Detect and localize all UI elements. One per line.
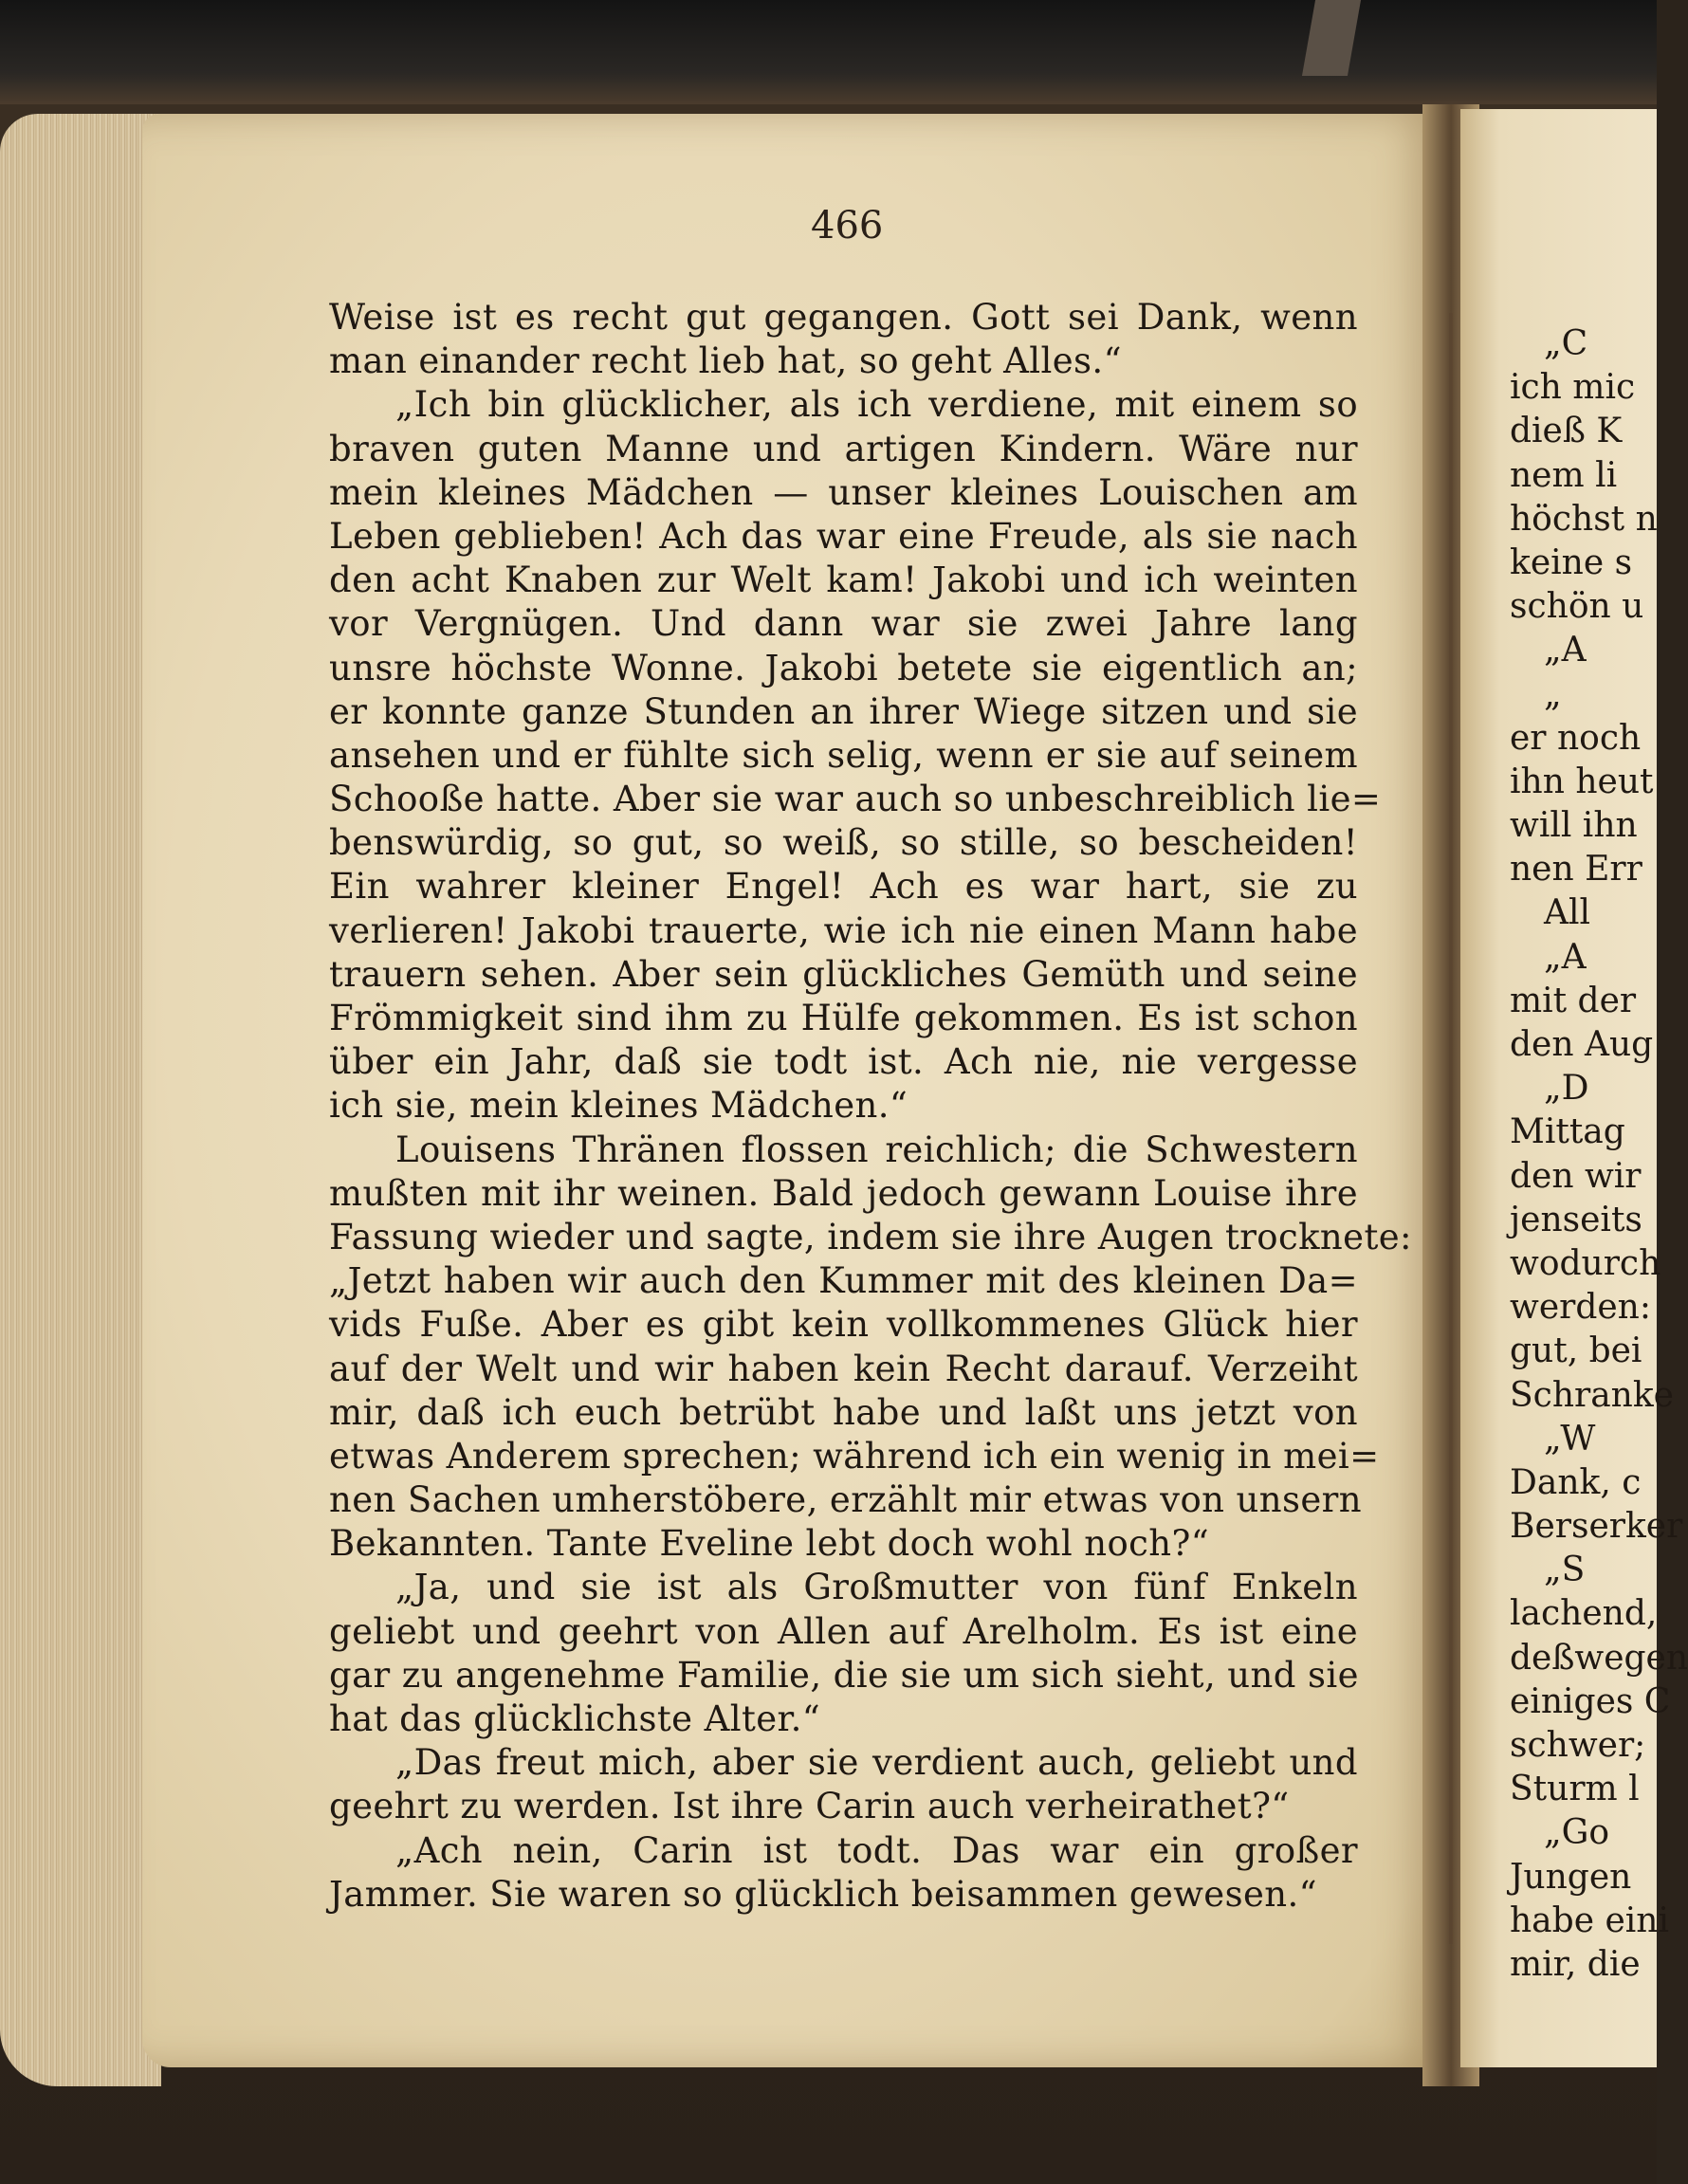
text-line: Bekannten. Tante Eveline lebt doch wohl noch?“ [329,1523,1210,1565]
text-line: auf der Welt und wir haben kein Recht darauf. Verzeiht [329,1348,1358,1389]
text-line: Sturm l [1510,1770,1640,1809]
text-line: „ [1544,674,1562,714]
text-line: All [1544,893,1591,933]
text-line: Frömmigkeit sind ihm zu Hülfe gekommen. Es ist schon [329,998,1358,1038]
text-line: „Go [1544,1813,1610,1853]
text-line: „Ja, und sie ist als Großmutter von fünf Enkeln [395,1567,1358,1608]
text-line: verlieren! Jakobi trauerte, wie ich nie einen Mann habe [329,909,1358,951]
text-line: dieß K [1510,412,1623,451]
text-line: „W [1544,1419,1596,1459]
text-line: höchst n [1510,499,1658,539]
text-line: Louisens Thränen flossen reichlich; die Schwestern [395,1129,1358,1170]
text-line: nen Sachen umherstöbere, erzählt mir etwas von unsern [329,1479,1362,1521]
text-line: Schranke [1510,1375,1674,1415]
text-line: schön u [1510,587,1644,627]
text-line: etwas Anderem sprechen; während ich ein wenig in mei= [329,1435,1380,1477]
text-line: „S [1544,1551,1586,1590]
text-line: keine s [1510,542,1633,582]
text-line: gar zu angenehme Familie, die sie um sich sieht, und sie [329,1654,1359,1696]
text-line: einiges C [1510,1681,1671,1721]
gutter-fold [1449,313,1453,1944]
text-line: ihn heut [1510,762,1654,801]
text-line: „Ich bin glücklicher, als ich verdiene, mit einem so [395,384,1358,426]
text-line: mir, daß ich euch betrübt habe und laßt uns jetzt von [329,1391,1358,1433]
text-line: unsre höchste Wonne. Jakobi betete sie eigentlich an; [329,647,1358,688]
text-line: will ihn [1510,806,1638,846]
text-line: Jungen [1510,1857,1632,1897]
text-line: Leben geblieben! Ach das war eine Freude, als sie nach [329,515,1358,557]
text-line: Fassung wieder und sagte, indem sie ihre Augen trocknete: [329,1216,1412,1257]
text-line: jenseits [1510,1200,1642,1239]
text-line: „Jetzt haben wir auch den Kummer mit des kleinen Da= [329,1260,1358,1302]
text-line: ansehen und er fühlte sich selig, wenn er sie auf seinem [329,734,1358,776]
text-line: ich mic [1510,368,1636,408]
text-line: benswürdig, so gut, so weiß, so stille, so bescheiden! [329,822,1358,864]
text-line: nem li [1510,455,1618,495]
text-line: man einander recht lieb hat, so geht Alles.“ [329,340,1122,382]
text-line: mir, die [1510,1944,1641,1984]
background-top [0,0,1657,104]
text-line: „Ach nein, Carin ist todt. Das war ein großer [395,1829,1358,1871]
text-line: mußten mit ihr weinen. Bald jedoch gewann Louise ihre [329,1172,1358,1214]
text-line: wodurch [1510,1243,1661,1283]
text-line: „A [1544,631,1587,670]
text-line: hat das glücklichste Alter.“ [329,1698,821,1739]
text-line: Mittag [1510,1112,1625,1152]
page-edges [0,114,161,2086]
text-line: er noch [1510,718,1642,758]
text-line: nen Err [1510,850,1642,890]
text-line: habe eini [1510,1900,1669,1940]
text-line: vids Fuße. Aber es gibt kein vollkommenes Glück hier [329,1304,1358,1346]
text-line: den wir [1510,1156,1642,1196]
text-line: vor Vergnügen. Und dann war sie zwei Jahre lang [329,603,1358,645]
text-line: braven guten Manne und artigen Kindern. Wäre nur [329,428,1358,469]
text-line: Ein wahrer kleiner Engel! Ach es war hart, sie zu [329,866,1358,908]
text-line: Schooße hatte. Aber sie war auch so unbeschreiblich lie= [329,779,1382,820]
text-line: den Aug [1510,1025,1654,1064]
text-line: „D [1544,1069,1589,1109]
text-line: Weise ist es recht gut gegangen. Gott sei Dank, wenn [329,297,1358,338]
page-number: 466 [811,204,884,248]
text-line: über ein Jahr, daß sie todt ist. Ach nie, nie vergesse [329,1041,1358,1083]
text-line: Berserker [1510,1507,1683,1547]
text-line: schwer; [1510,1726,1646,1765]
text-line: er konnte ganze Stunden an ihrer Wiege sitzen und sie [329,690,1358,732]
text-line: Dank, c [1510,1462,1642,1502]
text-line: „A [1544,937,1587,977]
text-line: „Das freut mich, aber sie verdient auch, geliebt und [395,1742,1358,1784]
text-line: werden: [1510,1288,1651,1328]
text-line: „C [1544,324,1588,363]
text-line: trauern sehen. Aber sein glückliches Gemüth und seine [329,953,1358,995]
text-line: lachend, [1510,1594,1658,1634]
right-page-text [1510,322,1688,1987]
text-line: mit der [1510,981,1637,1020]
text-line: Jammer. Sie waren so glücklich beisammen gewesen.“ [329,1873,1317,1915]
text-line: mein kleines Mädchen — unser kleines Louischen am [329,471,1358,513]
text-line: geehrt zu werden. Ist ihre Carin auch verheirathet?“ [329,1786,1290,1827]
left-page-text [329,296,1412,1917]
text-line: ich sie, mein kleines Mädchen.“ [329,1085,908,1127]
text-line: deßwegen [1510,1638,1688,1678]
text-line: gut, bei [1510,1331,1642,1371]
text-line: geliebt und geehrt von Allen auf Arelholm. Es ist eine [329,1610,1358,1652]
text-line: den acht Knaben zur Welt kam! Jakobi und ich weinten [329,560,1358,601]
